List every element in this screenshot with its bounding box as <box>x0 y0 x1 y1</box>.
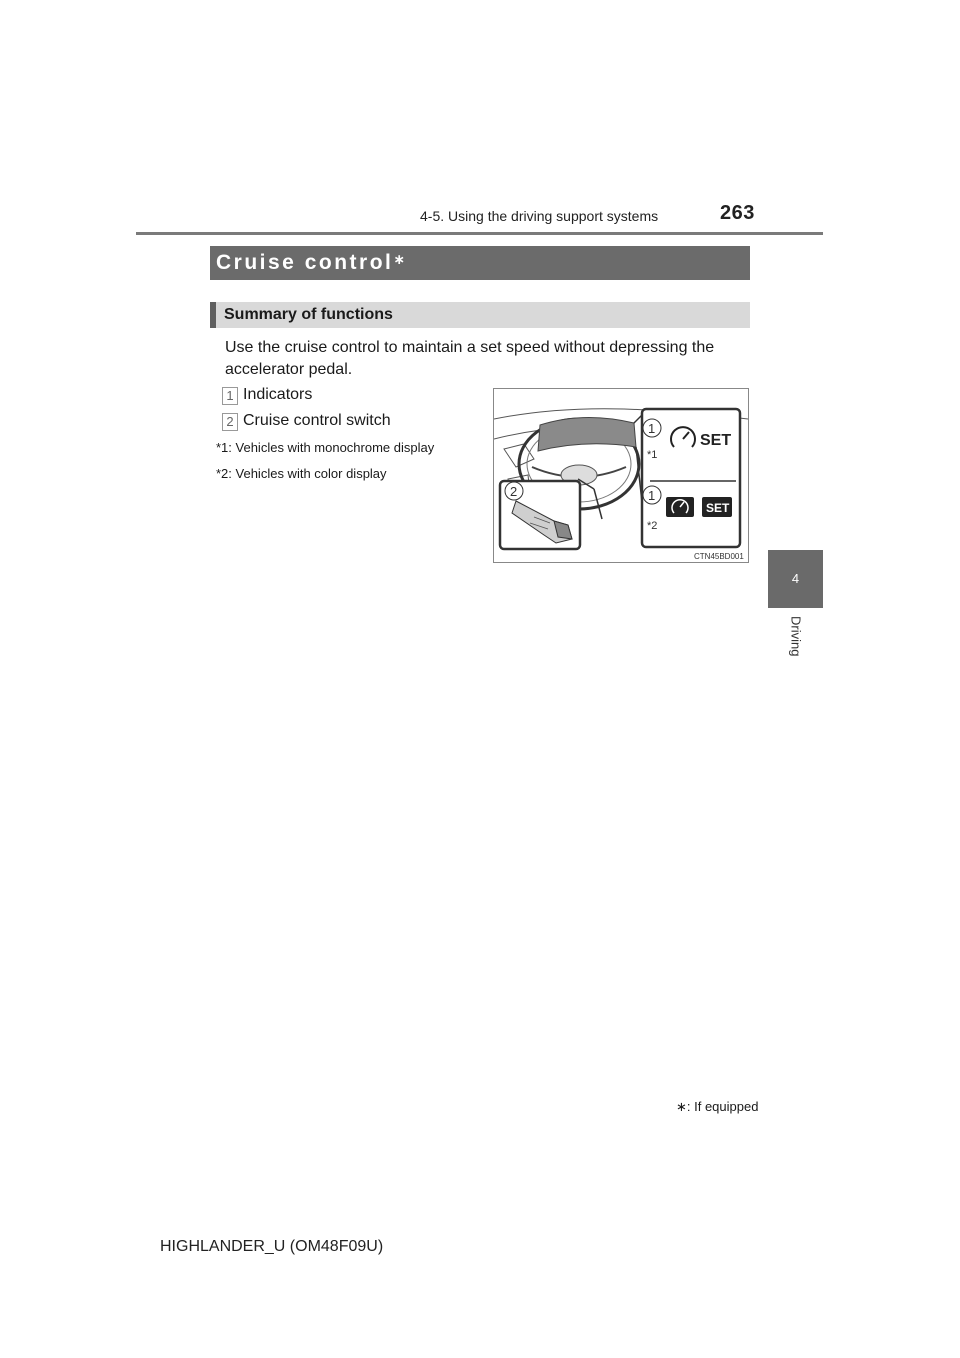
figure-mark-mono: *1 <box>647 449 658 461</box>
set-indicator-mono: SET <box>700 432 732 449</box>
intro-paragraph: Use the cruise control to maintain a set speed without depressing the accelerator pedal. <box>225 339 715 378</box>
footnote-monochrome <box>216 440 434 455</box>
cruise-control-figure <box>493 388 749 563</box>
figure-callout-1a: 1 <box>648 421 656 436</box>
item-label-cruise-switch: Cruise control switch <box>243 412 391 429</box>
item-number-1: 1 <box>222 387 238 405</box>
page-number: 263 <box>720 202 755 224</box>
dashboard-illustration <box>494 389 748 562</box>
page-title-text: Cruise control <box>216 251 394 274</box>
chapter-tab: 4 <box>768 550 823 608</box>
chapter-label-container <box>768 616 823 696</box>
page-title <box>216 251 405 275</box>
header-rule <box>136 232 823 235</box>
item-number-2: 2 <box>222 413 238 431</box>
subheading: Summary of functions <box>224 306 393 323</box>
footnote-mark-1: *1 <box>216 440 229 455</box>
footnote-color <box>216 466 387 481</box>
figure-callout-2: 2 <box>510 484 518 499</box>
if-equipped-star: ∗ <box>393 251 406 267</box>
footnote-text-1: : Vehicles with monochrome display <box>228 440 435 455</box>
figure-mark-color: *2 <box>647 520 658 532</box>
if-equipped-note: ∗: If equipped <box>676 1099 759 1114</box>
header-section-title: 4-5. Using the driving support systems <box>420 208 659 224</box>
figure-callout-1b: 1 <box>648 488 656 503</box>
footnote-text-2: : Vehicles with color display <box>228 466 387 481</box>
footnote-mark-2: *2 <box>216 466 229 481</box>
model-code: HIGHLANDER_U (OM48F09U) <box>160 1238 384 1255</box>
figure-caption: CTN45BD001 <box>694 552 744 561</box>
chapter-label: Driving <box>788 616 803 657</box>
set-indicator-color: SET <box>706 501 730 515</box>
item-label-indicators: Indicators <box>243 386 313 403</box>
